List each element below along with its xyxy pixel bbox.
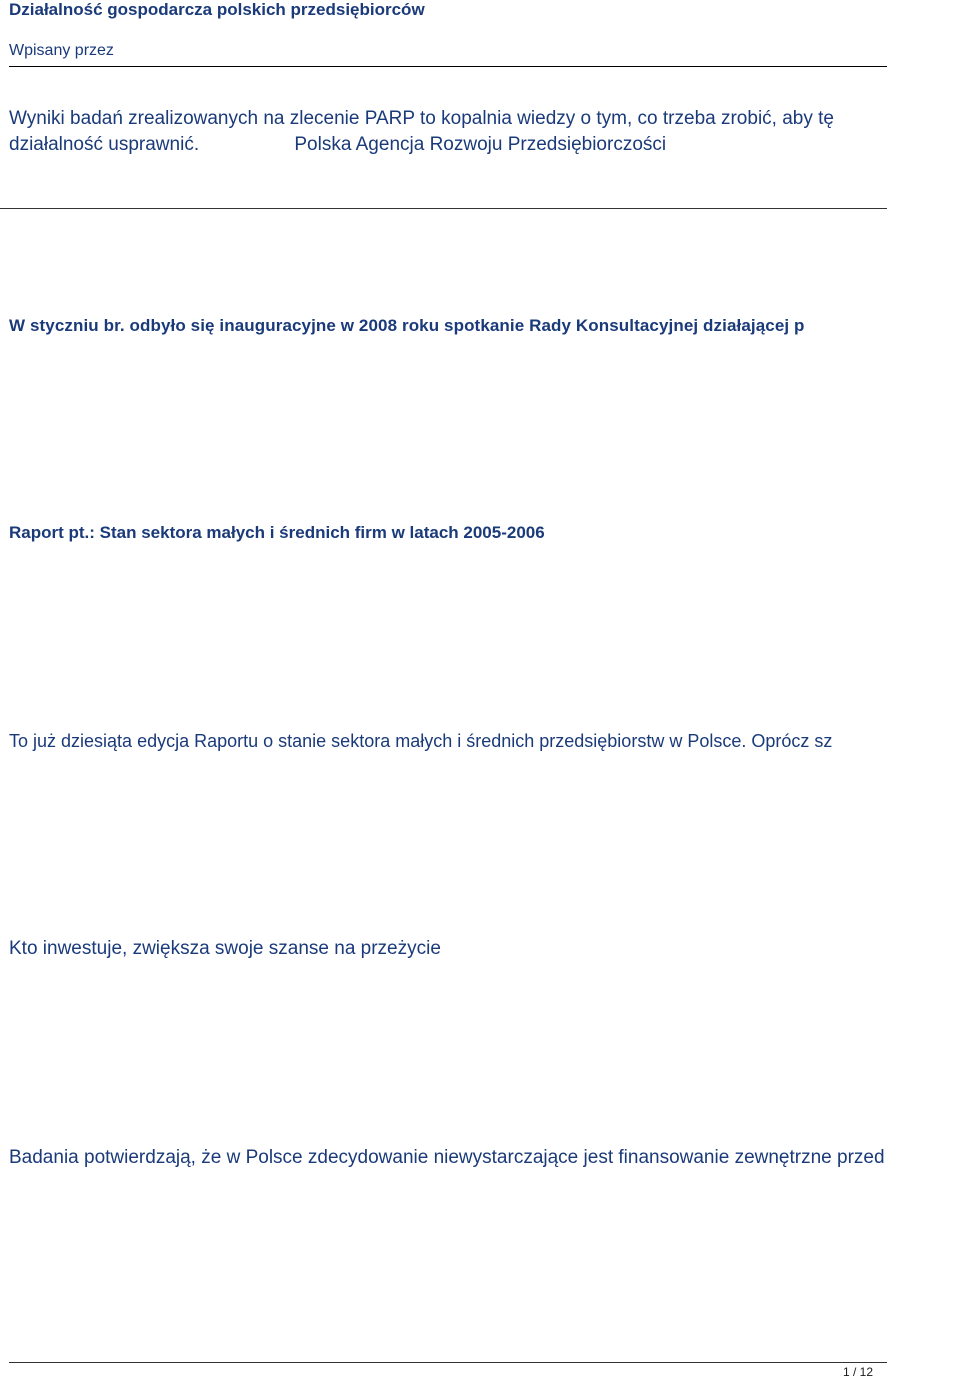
section-report-edition: To już dziesiąta edycja Raportu o stanie sektora małych i średnich przedsiębiorstw w Polsce. Oprócz sz: [9, 731, 833, 751]
author-line: Wpisany przez: [9, 42, 114, 59]
intro-divider: [0, 208, 887, 209]
intro-text: Wyniki badań zrealizowanych na zlecenie PARP to kopalnia wiedzy o tym, co trzeba zrobić, aby tę działalność usprawnić.: [9, 108, 834, 155]
section-investment: Kto inwestuje, zwiększa swoje szanse na przeżycie: [9, 938, 441, 959]
intro-source: Polska Agencja Rozwoju Przedsiębiorczości: [294, 134, 667, 155]
page-number: 1 / 12: [842, 1365, 873, 1379]
section-report-title: Raport pt.: Stan sektora małych i średnich firm w latach 2005-2006: [9, 523, 545, 542]
intro-paragraph: [9, 106, 889, 158]
document-title: Działalność gospodarcza polskich przedsiębiorców: [9, 0, 425, 19]
header-divider: [9, 66, 887, 67]
section-financing: Badania potwierdzają, że w Polsce zdecydowanie niewystarczające jest finansowanie zewnętrzne przed: [9, 1147, 885, 1168]
section-consultative-council: W styczniu br. odbyło się inauguracyjne w 2008 roku spotkanie Rady Konsultacyjnej działającej p: [9, 316, 805, 335]
footer-divider: [9, 1362, 887, 1363]
